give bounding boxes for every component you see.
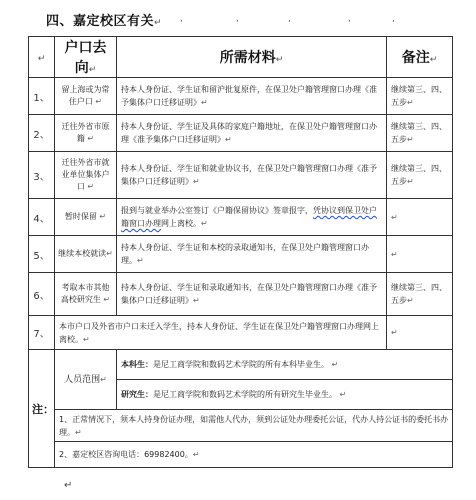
row-number: 4、 (29, 199, 55, 236)
scope-grad: 研究生：是尼工商学院和数码艺术学院的所有研究生毕业生。 ↵ (117, 380, 453, 410)
row-full-text: 本市户口及外省市户口未迁入学生，持本人身份证、学生证在保卫处户籍管理窗口办理网上离校。↵ (55, 316, 387, 350)
row-number: 1、 (29, 78, 55, 115)
note-item: 2、嘉定校区咨询电话：69982400。↵ (55, 442, 453, 468)
note-item: 1、正常情况下，须本人持身份证办理，如需他人代办，须到公证处办理委托公证，代办人持公证书的委托书办理。↵ (55, 410, 453, 442)
format-mark: , (348, 14, 351, 24)
row-materials: 持本人身份证、学生证和本校的录取通知书，在保卫处户籍管理窗口办理。↵ (117, 236, 387, 273)
scope-label: 人员范围↵ (55, 350, 117, 410)
table-row (29, 273, 453, 316)
table-row (29, 199, 453, 236)
row-note: 继续第三、四、五步↵ (387, 115, 453, 152)
header-materials: 所需材料↵ (117, 37, 387, 78)
header-destination: 户口去向↵ (55, 37, 117, 78)
row-materials: 持本人身份证、学生证和留沪批复原件，在保卫处户籍管理窗口办理《准予集体户口迁移证明》↵ (117, 78, 387, 115)
row-note: ↵ (387, 199, 453, 236)
scope-row-undergrad (29, 350, 453, 380)
row-number: 3、 (29, 152, 55, 199)
header-notes: 备注↵ (387, 37, 453, 78)
table-row (29, 78, 453, 115)
header-mark: ↵ (29, 37, 55, 78)
row-number: 6、 (29, 273, 55, 316)
row-destination: 迁往外省市原籍 ↵ (55, 115, 117, 152)
format-mark: , (180, 14, 183, 24)
table-row (29, 152, 453, 199)
table-row (29, 115, 453, 152)
row-note: 继续第三、四、五步↵ (387, 152, 453, 199)
note-row (29, 442, 453, 468)
row-note: ↵ (387, 316, 453, 350)
row-destination: 暂时保留 ↵ (55, 199, 117, 236)
row-number: 2、 (29, 115, 55, 152)
row-destination: 留上海或为常住户口 ↵ (55, 78, 117, 115)
section-heading: 四、嘉定校区有关↵ (46, 14, 163, 29)
format-mark: , (288, 14, 291, 24)
row-number: 5、 (29, 236, 55, 273)
row-destination: 迁往外省市就业单位集体户口 ↵ (55, 152, 117, 199)
paragraph-mark: ↵ (64, 480, 73, 491)
row-materials: 持本人身份证、学生证和就业协议书，在保卫处户籍管理窗口办理《准予集体户口迁移证明》↵ (117, 152, 387, 199)
row-materials: 报到与就业举办公室签订《户籍保留协议》签章报字，凭协议到保卫处户籍窗口办理网上离校。↵ (117, 199, 387, 236)
note-row (29, 410, 453, 442)
table-row (29, 236, 453, 273)
table-header-row (29, 37, 453, 78)
notes-label: 注： (29, 350, 55, 468)
scope-undergrad: 本科生：是尼工商学院和数码艺术学院的所有本科毕业生。 ↵ (117, 350, 453, 380)
row-note: ↵ (387, 236, 453, 273)
row-materials: 持本人身份证、学生证和录取通知书，在保卫处户籍管理窗口办理《准予集体户口迁移证明》↵ (117, 273, 387, 316)
row-note: 继续第三、四、五步↵ (387, 78, 453, 115)
row-destination: 继续本校就读↵ (55, 236, 117, 273)
format-mark: , (392, 14, 395, 24)
row-destination: 考取本市其他高校研究生 ↵ (55, 273, 117, 316)
residence-table (28, 36, 453, 468)
row-number: 7、 (29, 316, 55, 350)
format-mark: , (236, 14, 239, 24)
table-row (29, 316, 453, 350)
row-note: 继续第三、四、五步↵ (387, 273, 453, 316)
row-materials: 持本人身份证、学生证及具体的家庭户籍地址，在保卫处户籍管理窗口办理《准予集体户口迁移证明》↵ (117, 115, 387, 152)
